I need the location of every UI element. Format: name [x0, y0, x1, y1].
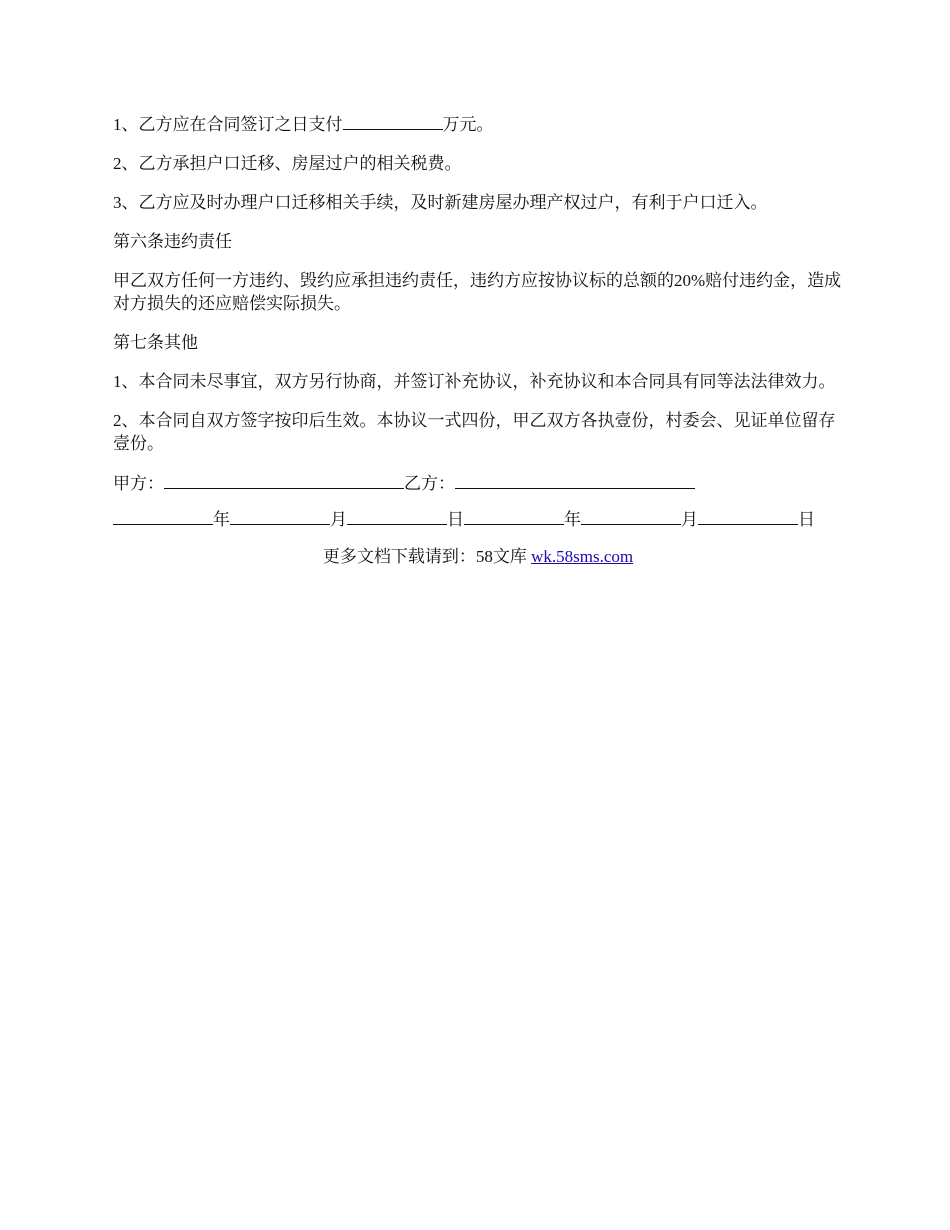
date-line — [113, 507, 843, 531]
clause-item-1-prefix: 1、乙方应在合同签订之日支付 — [113, 115, 343, 134]
party-a-year-label: 年 — [213, 510, 230, 529]
article-6-body: 甲乙双方任何一方违约、毁约应承担违约责任，违约方应按协议标的总额的20%赔付违约金，造成对方损失的还应赔偿实际损失。 — [113, 271, 842, 313]
party-b-day-label: 日 — [798, 510, 815, 529]
party-b-day-blank — [698, 507, 798, 525]
clause-item-2: 2、乙方承担户口迁移、房屋过户的相关税费。 — [113, 154, 462, 173]
party-b-year-label: 年 — [564, 510, 581, 529]
clause-item-1-suffix: 万元。 — [442, 115, 494, 134]
clause-item-3: 3、乙方应及时办理户口迁移相关手续，及时新建房屋办理产权过户，有利于户口迁入。 — [113, 193, 768, 212]
party-a-year-blank — [113, 507, 213, 525]
party-a-month-label: 月 — [330, 510, 347, 529]
document-page — [113, 112, 843, 568]
amount-blank — [343, 112, 443, 130]
footer-text: 更多文档下载请到：58文库 — [322, 547, 527, 566]
signature-line — [113, 471, 843, 495]
party-a-label: 甲方： — [113, 474, 164, 493]
party-b-month-label: 月 — [681, 510, 698, 529]
article-7-heading: 第七条其他 — [113, 333, 198, 352]
party-b-month-blank — [581, 507, 681, 525]
party-a-signature-blank — [164, 471, 404, 489]
party-a-day-blank — [347, 507, 447, 525]
party-b-year-blank — [464, 507, 564, 525]
party-a-day-label: 日 — [447, 510, 464, 529]
party-a-month-blank — [230, 507, 330, 525]
article-7-item-2: 2、本合同自双方签字按印后生效。本协议一式四份，甲乙双方各执壹份，村委会、见证单位留存壹份。 — [113, 411, 836, 453]
article-7-item-1: 1、本合同未尽事宜，双方另行协商，并签订补充协议，补充协议和本合同具有同等法法律效力。 — [113, 372, 836, 391]
party-b-label: 乙方： — [404, 474, 455, 493]
footer-link[interactable]: wk.58sms.com — [531, 547, 634, 566]
article-6-heading: 第六条违约责任 — [113, 232, 232, 251]
download-footer — [113, 545, 843, 568]
clause-item-1 — [113, 112, 843, 136]
party-b-signature-blank — [455, 471, 695, 489]
